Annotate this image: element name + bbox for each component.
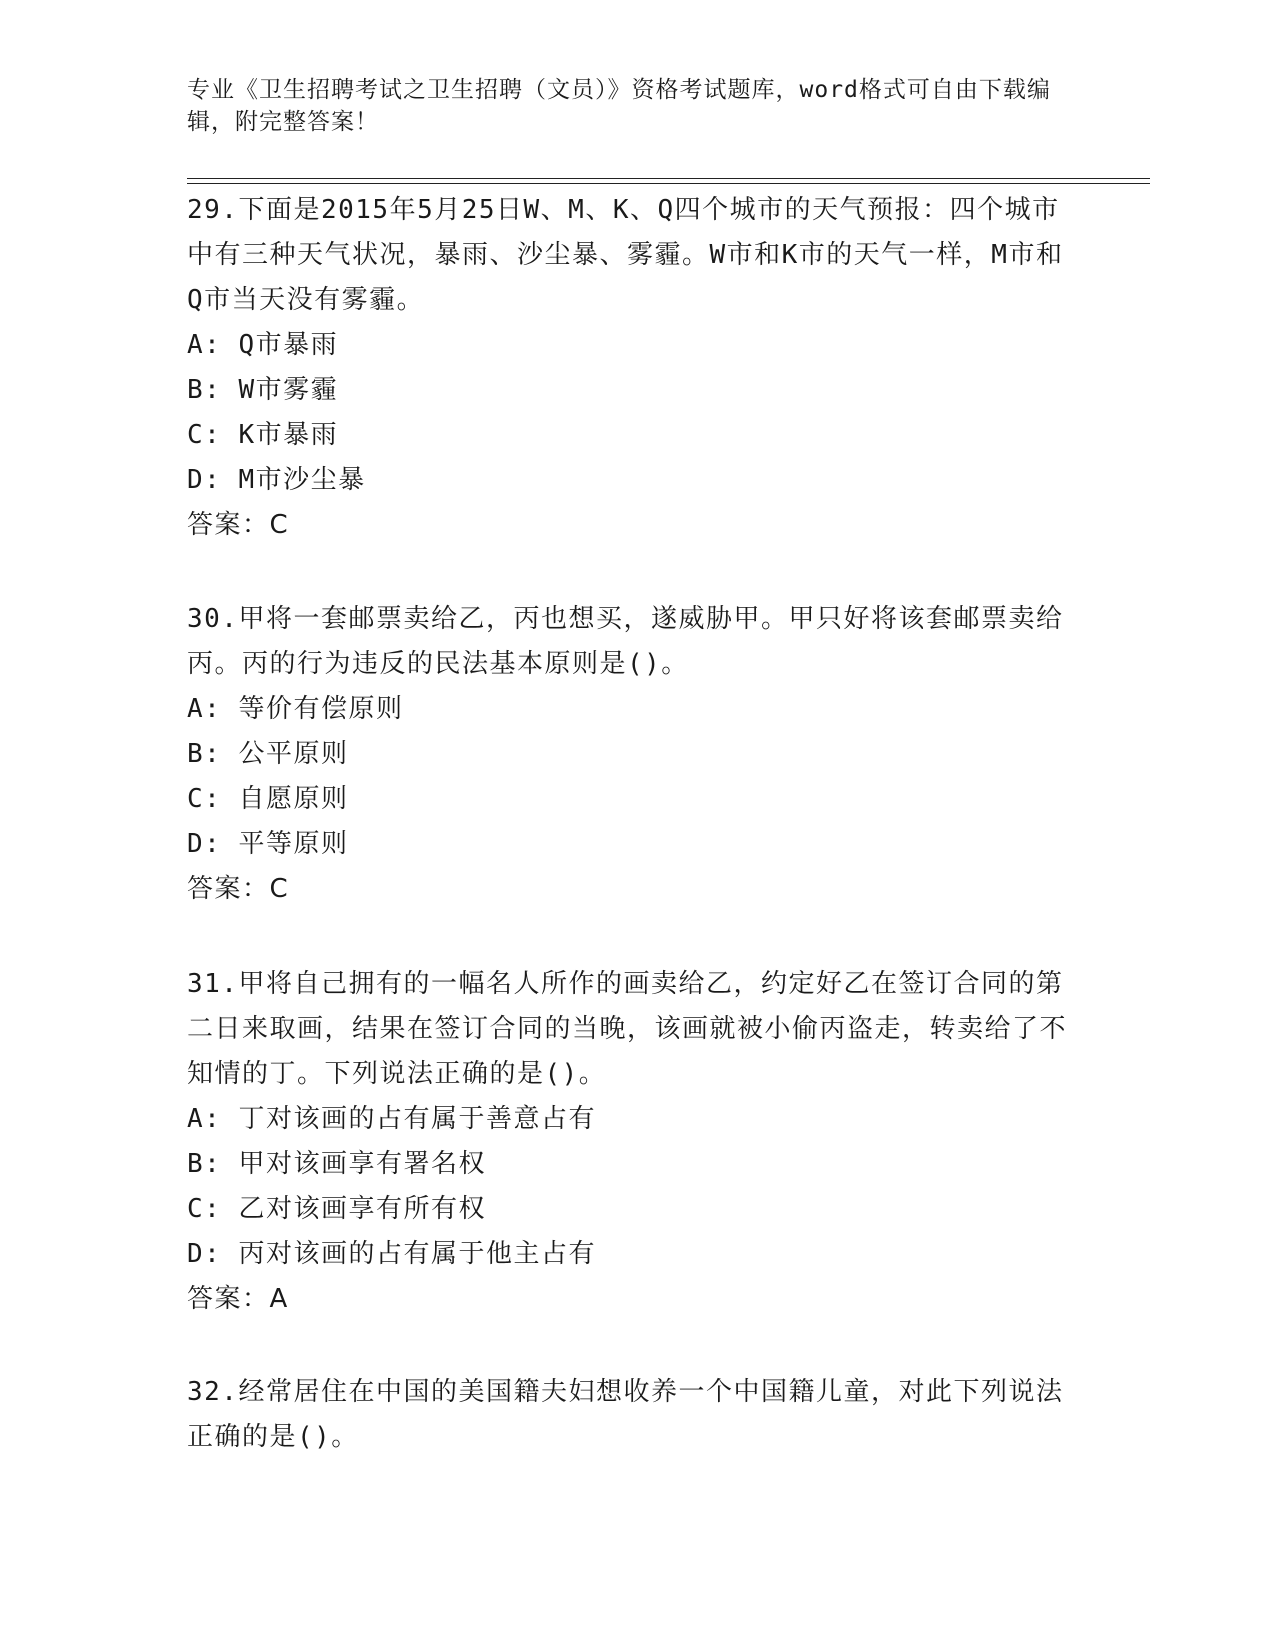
option-b: B: 公平原则 bbox=[187, 739, 349, 769]
document-header bbox=[187, 74, 1067, 138]
option-c: C: 自愿原则 bbox=[187, 784, 349, 814]
header-divider-bottom bbox=[187, 183, 1150, 184]
header-text: 专业《卫生招聘考试之卫生招聘（文员）》资格考试题库，word格式可自由下载编辑，附完整答案！ bbox=[187, 77, 1051, 135]
header-divider-top bbox=[187, 178, 1150, 179]
question-stem: 29.下面是2015年5月25日W、M、K、Q四个城市的天气预报：四个城市中有三种天气状况，暴雨、沙尘暴、雾霾。W市和K市的天气一样，M市和Q市当天没有雾霾。 bbox=[187, 195, 1064, 315]
option-a: A: 等价有偿原则 bbox=[187, 694, 404, 724]
option-b: B: W市雾霾 bbox=[187, 375, 339, 405]
option-d: D: 丙对该画的占有属于他主占有 bbox=[187, 1239, 596, 1269]
question-stem: 31.甲将自己拥有的一幅名人所作的画卖给乙，约定好乙在签订合同的第二日来取画，结果在签订合同的当晚，该画就被小偷丙盗走，转卖给了不知情的丁。下列说法正确的是()。 bbox=[187, 969, 1068, 1089]
option-c: C: K市暴雨 bbox=[187, 420, 339, 450]
option-d: D: M市沙尘暴 bbox=[187, 465, 366, 495]
option-c: C: 乙对该画享有所有权 bbox=[187, 1194, 486, 1224]
question-stem: 30.甲将一套邮票卖给乙，丙也想买，遂威胁甲。甲只好将该套邮票卖给丙。丙的行为违反的民法基本原则是()。 bbox=[187, 604, 1064, 679]
question-32 bbox=[187, 1370, 1077, 1460]
option-a: A: Q市暴雨 bbox=[187, 330, 339, 360]
option-d: D: 平等原则 bbox=[187, 829, 349, 859]
answer-line: 答案：A bbox=[187, 1284, 289, 1314]
question-stem: 32.经常居住在中国的美国籍夫妇想收养一个中国籍儿童，对此下列说法正确的是()。 bbox=[187, 1377, 1064, 1452]
option-a: A: 丁对该画的占有属于善意占有 bbox=[187, 1104, 596, 1134]
question-29 bbox=[187, 188, 1077, 548]
question-30 bbox=[187, 597, 1077, 912]
answer-line: 答案：C bbox=[187, 510, 290, 540]
option-b: B: 甲对该画享有署名权 bbox=[187, 1149, 486, 1179]
question-31 bbox=[187, 962, 1077, 1322]
answer-line: 答案：C bbox=[187, 874, 290, 904]
